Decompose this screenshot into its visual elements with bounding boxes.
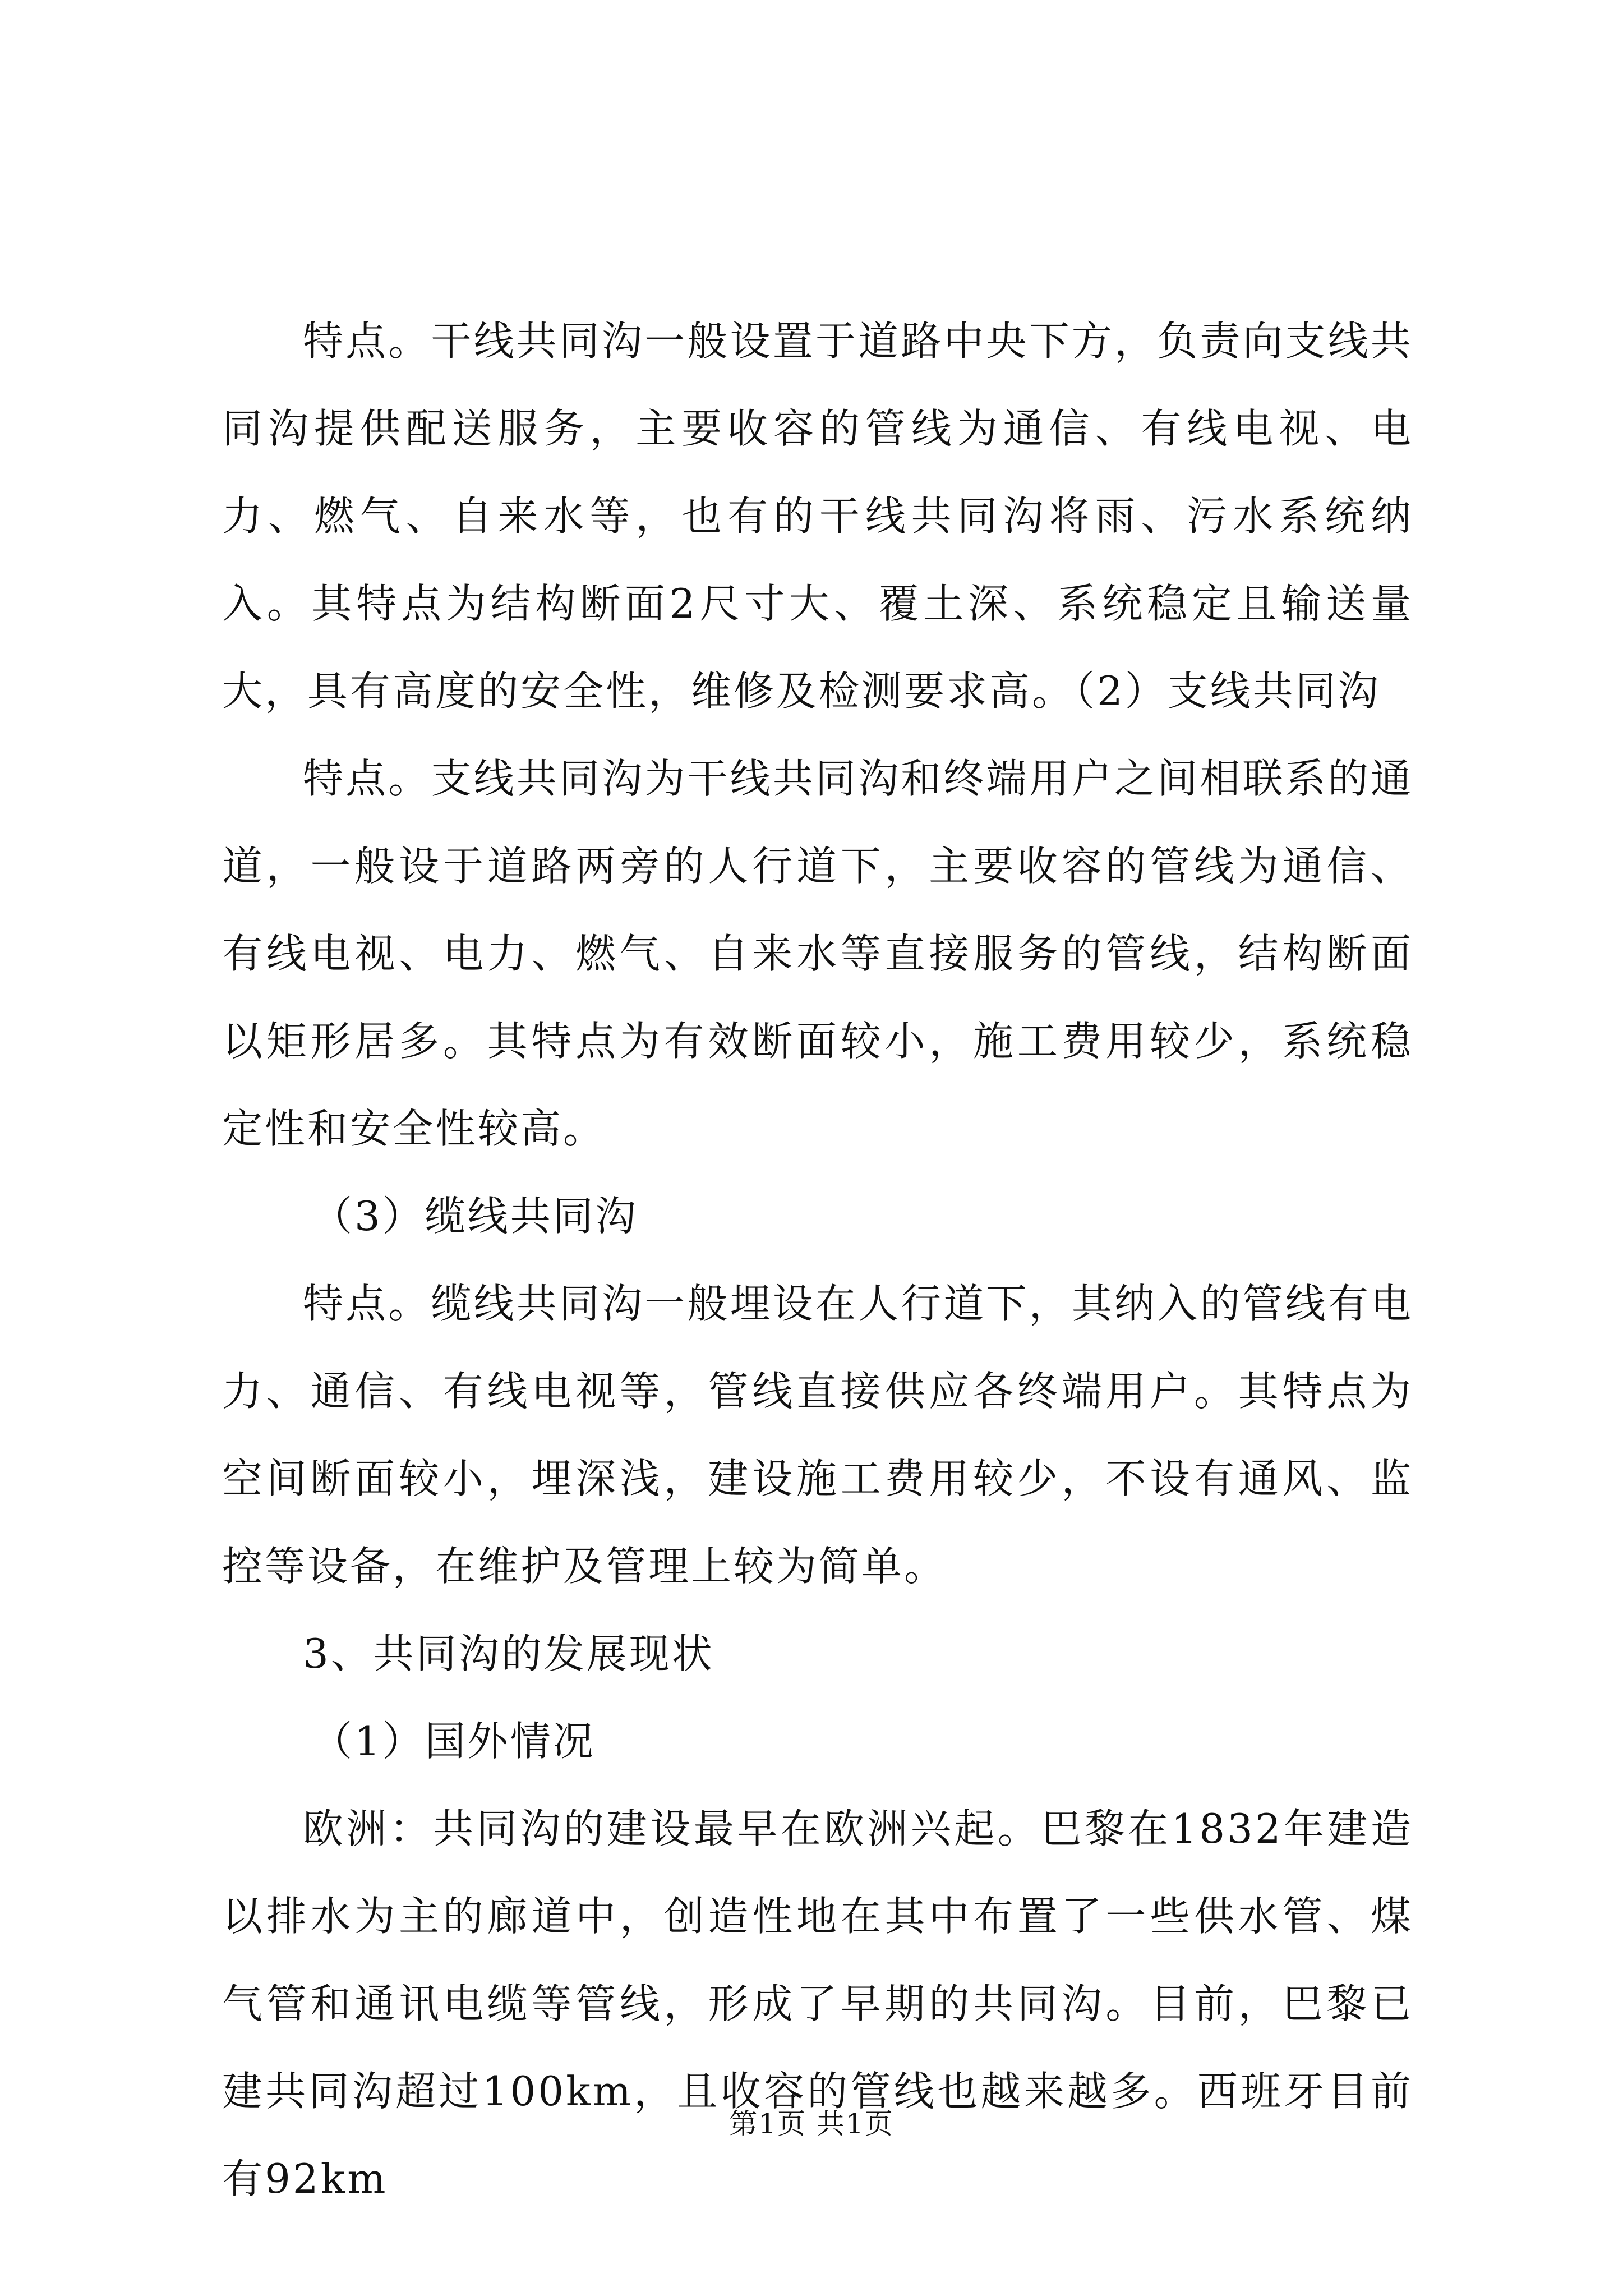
heading-cable-trench: （3）缆线共同沟 bbox=[312, 1193, 638, 1240]
page-footer: 第1页 共1页 bbox=[729, 2108, 894, 2140]
paragraph-cable-trench: 特点。缆线共同沟一般埋设在人行道下，其纳入的管线有电力、通信、有线电视等，管线直接供应各终端用户。其特点为空间断面较小，埋深浅，建设施工费用较少，不设有通风、监控等设备，在维护及管理上较为简单。 bbox=[222, 1280, 1413, 1590]
paragraph-trunk-trench: 特点。干线共同沟一般设置于道路中央下方，负责向支线共同沟提供配送服务，主要收容的管线为通信、有线电视、电力、燃气、自来水等，也有的干线共同沟将雨、污水系统纳入。其特点为结构断面2尺寸大、覆土深、系统稳定且输送量大，具有高度的安全性，维修及检测要求高。（2）支线共同沟 bbox=[222, 318, 1413, 715]
heading-foreign-situation: （1）国外情况 bbox=[312, 1718, 596, 1765]
heading-development-status: 3、共同沟的发展现状 bbox=[303, 1630, 714, 1677]
paragraph-europe: 欧洲：共同沟的建设最早在欧洲兴起。巴黎在1832年建造以排水为主的廊道中，创造性地在其中布置了一些供水管、煤气管和通讯电缆等管线，形成了早期的共同沟。目前，巴黎已建共同沟超过100km，且收容的管线也越来越多。西班牙目前有92km bbox=[222, 1805, 1413, 2202]
paragraph-branch-trench: 特点。支线共同沟为干线共同沟和终端用户之间相联系的通道，一般设于道路两旁的人行道下，主要收容的管线为通信、有线电视、电力、燃气、自来水等直接服务的管线，结构断面以矩形居多。其特点为有效断面较小，施工费用较少，系统稳定性和安全性较高。 bbox=[222, 755, 1413, 1152]
document-body bbox=[222, 297, 1413, 2223]
